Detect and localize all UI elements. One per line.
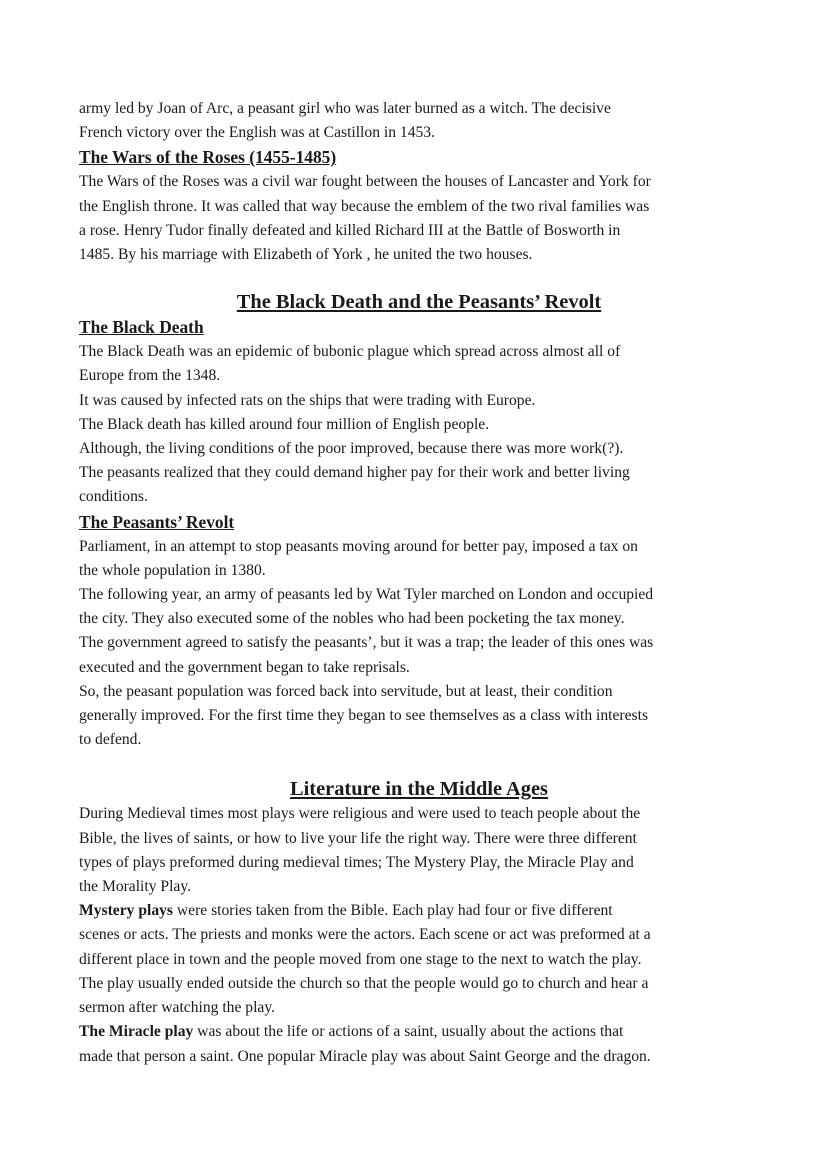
black-death-line: Europe from the 1348.: [79, 367, 221, 385]
peasants-revolt-line: to defend.: [79, 731, 142, 749]
peasants-revolt-line: the city. They also executed some of the nobles who had been pocketing the tax money.: [79, 610, 625, 628]
mystery-plays-line: [79, 899, 759, 923]
mystery-plays-line: scenes or acts. The priests and monks were the actors. Each scene or act was preformed at a: [79, 926, 651, 944]
miracle-play-line: [79, 1020, 759, 1044]
wars-of-roses-line: a rose. Henry Tudor finally defeated and killed Richard III at the Battle of Bosworth in: [79, 221, 621, 239]
mystery-plays-line: different place in town and the people moved from one stage to the next to watch the play.: [79, 950, 642, 968]
literature-intro-line: Bible, the lives of saints, or how to live your life the right way. There were three different: [79, 829, 637, 847]
literature-section-title: Literature in the Middle Ages: [290, 778, 548, 801]
miracle-play-line: made that person a saint. One popular Miracle play was about Saint George and the dragon.: [79, 1047, 651, 1065]
intro-line: army led by Joan of Arc, a peasant girl who was later burned as a witch. The decisive: [79, 100, 611, 117]
miracle-play-text: was about the life or actions of a saint, usually about the actions that: [193, 1023, 624, 1041]
mystery-plays-line: The play usually ended outside the church so that the people would go to church and hear a: [79, 974, 649, 992]
peasants-revolt-line: the whole population in 1380.: [79, 561, 266, 579]
literature-intro-line: types of plays preformed during medieval times; The Mystery Play, the Miracle Play and: [79, 853, 634, 871]
literature-intro-line: the Morality Play.: [79, 878, 192, 896]
mystery-plays-text: were stories taken from the Bible. Each play had four or five different: [172, 902, 613, 920]
wars-of-roses-line: 1485. By his marriage with Elizabeth of York , he united the two houses.: [79, 246, 533, 264]
peasants-revolt-line: So, the peasant population was forced back into servitude, but at least, their condition: [79, 682, 613, 700]
peasants-revolt-line: Parliament, in an attempt to stop peasants moving around for better pay, imposed a tax on: [79, 537, 638, 555]
spacer: [79, 267, 759, 289]
black-death-section-title: The Black Death and the Peasants’ Revolt: [236, 291, 602, 314]
literature-intro-line: During Medieval times most plays were religious and were used to teach people about the: [79, 805, 641, 823]
black-death-line: The peasants realized that they could demand higher pay for their work and better living: [79, 464, 630, 482]
black-death-line: The Black Death was an epidemic of bubonic plague which spread across almost all of: [79, 343, 621, 361]
mystery-plays-term: Mystery plays: [79, 902, 173, 920]
peasants-revolt-line: The government agreed to satisfy the peasants’, but it was a trap; the leader of this ones was: [79, 634, 654, 652]
black-death-line: conditions.: [79, 488, 148, 506]
document-page: [79, 97, 759, 1069]
peasants-revolt-heading: The Peasants’ Revolt: [79, 511, 235, 532]
wars-of-roses-line: The Wars of the Roses was a civil war fought between the houses of Lancaster and York for: [79, 173, 651, 191]
black-death-line: It was caused by infected rats on the ships that were trading with Europe.: [79, 391, 536, 409]
miracle-play-term: The Miracle play: [79, 1023, 194, 1041]
mystery-plays-line: sermon after watching the play.: [79, 999, 276, 1017]
intro-line: French victory over the English was at Castillon in 1453.: [79, 124, 435, 142]
peasants-revolt-line: The following year, an army of peasants led by Wat Tyler marched on London and occupied: [79, 586, 654, 604]
black-death-heading: The Black Death: [79, 317, 204, 338]
wars-of-roses-heading: The Wars of the Roses (1455-1485): [79, 147, 337, 168]
peasants-revolt-line: generally improved. For the first time they began to see themselves as a class with interests: [79, 707, 649, 725]
spacer: [79, 752, 759, 776]
black-death-line: Although, the living conditions of the poor improved, because there was more work(?).: [79, 440, 624, 458]
wars-of-roses-line: the English throne. It was called that way because the emblem of the two rival families was: [79, 197, 650, 215]
peasants-revolt-line: executed and the government began to take reprisals.: [79, 658, 410, 676]
black-death-line: The Black death has killed around four million of English people.: [79, 415, 490, 433]
